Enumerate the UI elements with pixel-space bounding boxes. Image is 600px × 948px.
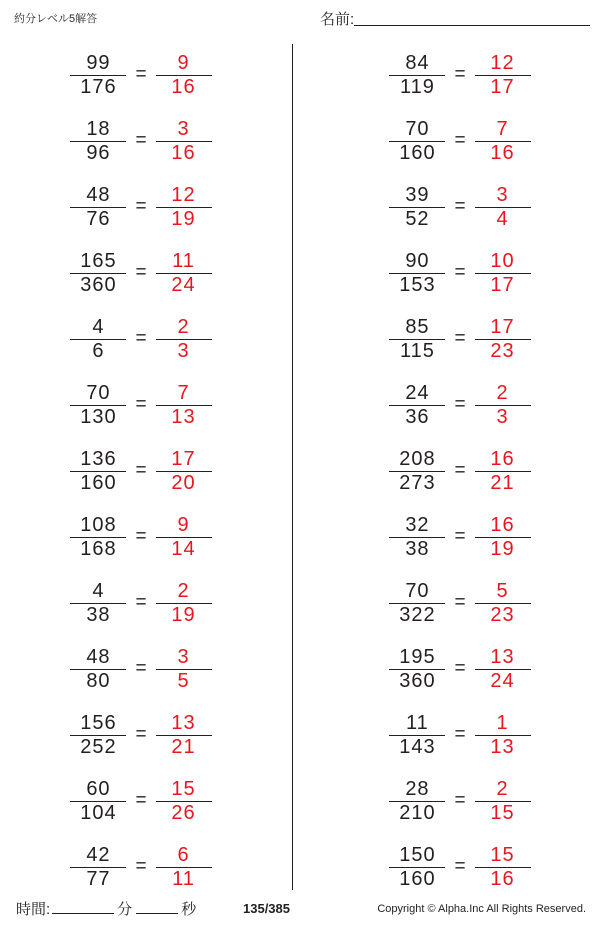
time-label: 時間: [16,901,51,918]
answer-denominator: 21 [490,471,515,494]
question-numerator: 60 [86,777,111,800]
question-fraction [70,448,126,495]
problem-row [300,834,600,900]
problem-row [0,570,300,636]
question-numerator: 48 [86,183,111,206]
answer-denominator: 24 [490,669,515,692]
answer-fraction [156,52,212,99]
answer-fraction [475,316,531,363]
page-number: 135/385 [243,901,290,916]
question-fraction [70,844,126,891]
question-numerator: 84 [405,51,430,74]
problem-row [300,108,600,174]
answer-numerator: 2 [496,381,509,404]
problem-row [0,174,300,240]
question-denominator: 38 [86,603,111,626]
question-numerator: 150 [399,843,436,866]
question-fraction [70,778,126,825]
question-numerator: 165 [80,249,117,272]
equals-sign: = [454,328,466,349]
answer-denominator: 4 [496,207,509,230]
problem-row [300,372,600,438]
question-numerator: 195 [399,645,436,668]
answer-fraction [156,184,212,231]
answer-numerator: 9 [177,51,190,74]
answer-fraction [156,250,212,297]
copyright-notice: Copyright © Alpha.Inc All Rights Reserved. [377,903,586,915]
answer-denominator: 20 [171,471,196,494]
equals-sign: = [135,658,147,679]
question-denominator: 77 [86,867,111,890]
question-fraction [70,580,126,627]
answer-numerator: 2 [496,777,509,800]
question-numerator: 32 [405,513,430,536]
answer-fraction [156,316,212,363]
question-denominator: 96 [86,141,111,164]
answer-numerator: 12 [171,183,196,206]
name-label: 名前: [320,11,355,28]
question-denominator: 104 [80,801,117,824]
question-numerator: 99 [86,51,111,74]
question-denominator: 52 [405,207,430,230]
answer-fraction [156,844,212,891]
problem-row [0,372,300,438]
equals-sign: = [454,394,466,415]
question-fraction [389,250,445,297]
equals-sign: = [135,724,147,745]
problem-row [0,636,300,702]
problem-row [0,240,300,306]
answer-fraction [475,844,531,891]
question-numerator: 70 [405,117,430,140]
question-numerator: 4 [92,579,105,602]
answer-denominator: 16 [490,141,515,164]
answer-denominator: 5 [177,669,190,692]
question-numerator: 42 [86,843,111,866]
problem-row [0,834,300,900]
question-fraction [389,778,445,825]
name-field-area [320,8,590,29]
page-title: 約分レベル5解答 [14,13,98,25]
equals-sign: = [454,856,466,877]
answer-denominator: 3 [177,339,190,362]
answer-fraction [475,382,531,429]
question-fraction [70,514,126,561]
answer-denominator: 19 [490,537,515,560]
question-numerator: 48 [86,645,111,668]
equals-sign: = [454,526,466,547]
answer-fraction [475,52,531,99]
answer-numerator: 11 [172,249,195,272]
answer-fraction [475,118,531,165]
question-numerator: 18 [86,117,111,140]
question-numerator: 156 [80,711,117,734]
answer-fraction [475,448,531,495]
equals-sign: = [454,460,466,481]
question-numerator: 11 [406,711,429,734]
problem-row [0,42,300,108]
minutes-unit-label: 分 [117,901,133,918]
seconds-unit-label: 秒 [181,901,197,918]
answer-numerator: 13 [171,711,196,734]
equals-sign: = [135,130,147,151]
answer-fraction [156,382,212,429]
question-numerator: 208 [399,447,436,470]
problem-row [0,504,300,570]
question-denominator: 6 [92,339,105,362]
question-denominator: 38 [405,537,430,560]
equals-sign: = [135,526,147,547]
problem-row [300,636,600,702]
equals-sign: = [135,196,147,217]
problem-row [0,438,300,504]
question-denominator: 115 [399,339,435,362]
question-numerator: 70 [405,579,430,602]
answer-numerator: 3 [496,183,509,206]
answer-denominator: 23 [490,603,515,626]
question-fraction [389,514,445,561]
question-fraction [389,448,445,495]
equals-sign: = [454,790,466,811]
answer-denominator: 3 [496,405,509,428]
question-fraction [70,712,126,759]
answer-numerator: 15 [171,777,196,800]
question-denominator: 76 [86,207,111,230]
question-fraction [70,250,126,297]
answer-denominator: 16 [171,141,196,164]
equals-sign: = [454,592,466,613]
question-fraction [389,580,445,627]
minutes-input-line[interactable] [52,898,114,914]
answer-numerator: 7 [496,117,509,140]
answer-denominator: 19 [171,207,196,230]
question-numerator: 70 [86,381,111,404]
answer-denominator: 15 [490,801,515,824]
problem-row [300,438,600,504]
answer-numerator: 7 [177,381,190,404]
equals-sign: = [135,790,147,811]
page-footer [0,898,600,938]
answer-numerator: 13 [490,645,515,668]
question-denominator: 176 [80,75,117,98]
answer-numerator: 17 [171,447,196,470]
answer-numerator: 15 [490,843,515,866]
answer-fraction [475,184,531,231]
answer-fraction [475,514,531,561]
equals-sign: = [454,658,466,679]
question-fraction [70,316,126,363]
answer-denominator: 14 [171,537,196,560]
question-fraction [70,646,126,693]
answer-fraction [156,712,212,759]
problem-row [300,768,600,834]
equals-sign: = [454,130,466,151]
answer-denominator: 21 [171,735,196,758]
problem-row [0,306,300,372]
question-denominator: 322 [399,603,436,626]
question-fraction [389,52,445,99]
answer-fraction [156,448,212,495]
question-numerator: 4 [92,315,105,338]
equals-sign: = [454,196,466,217]
question-fraction [389,712,445,759]
page-header [0,8,600,36]
equals-sign: = [135,64,147,85]
question-denominator: 36 [405,405,430,428]
question-denominator: 119 [399,75,435,98]
time-record-area [16,898,200,919]
problem-row [300,174,600,240]
answer-denominator: 16 [490,867,515,890]
answer-denominator: 13 [490,735,515,758]
equals-sign: = [135,394,147,415]
answer-numerator: 17 [490,315,515,338]
answer-numerator: 3 [177,117,190,140]
answer-fraction [475,646,531,693]
right-column [300,42,600,900]
answer-numerator: 3 [177,645,190,668]
problem-row [0,768,300,834]
equals-sign: = [454,724,466,745]
question-fraction [70,382,126,429]
answer-numerator: 2 [177,579,190,602]
answer-numerator: 6 [177,843,190,866]
answer-fraction [156,778,212,825]
question-denominator: 360 [80,273,117,296]
problem-row [0,702,300,768]
question-denominator: 153 [399,273,436,296]
answer-fraction [475,712,531,759]
answer-fraction [475,250,531,297]
answer-denominator: 17 [490,273,515,296]
question-fraction [389,316,445,363]
question-denominator: 210 [399,801,436,824]
question-numerator: 108 [80,513,117,536]
answer-fraction [156,580,212,627]
question-denominator: 143 [399,735,436,758]
question-fraction [70,118,126,165]
answer-numerator: 16 [490,513,515,536]
equals-sign: = [135,328,147,349]
equals-sign: = [135,856,147,877]
question-fraction [389,118,445,165]
answer-denominator: 13 [171,405,196,428]
question-numerator: 39 [405,183,430,206]
seconds-input-line[interactable] [136,898,178,914]
answer-numerator: 10 [490,249,515,272]
answer-fraction [156,118,212,165]
answer-numerator: 16 [490,447,515,470]
problem-row [300,504,600,570]
question-fraction [70,52,126,99]
question-denominator: 273 [399,471,436,494]
equals-sign: = [454,64,466,85]
question-denominator: 360 [399,669,436,692]
question-denominator: 160 [399,867,436,890]
question-denominator: 168 [80,537,117,560]
answer-fraction [475,580,531,627]
question-numerator: 136 [80,447,117,470]
answer-denominator: 26 [171,801,196,824]
question-denominator: 130 [80,405,117,428]
answer-denominator: 19 [171,603,196,626]
question-fraction [389,844,445,891]
answer-numerator: 5 [496,579,509,602]
problem-columns [0,42,600,900]
question-numerator: 85 [405,315,430,338]
answer-fraction [156,646,212,693]
answer-numerator: 1 [496,711,509,734]
problem-row [300,240,600,306]
answer-fraction [475,778,531,825]
problem-row [300,42,600,108]
answer-numerator: 2 [177,315,190,338]
question-fraction [70,184,126,231]
question-fraction [389,382,445,429]
answer-denominator: 11 [172,867,195,890]
question-fraction [389,184,445,231]
question-denominator: 160 [80,471,117,494]
name-input-line[interactable] [354,25,590,26]
problem-row [0,108,300,174]
left-column [0,42,300,900]
question-denominator: 80 [86,669,111,692]
answer-denominator: 16 [171,75,196,98]
problem-row [300,306,600,372]
equals-sign: = [454,262,466,283]
answer-denominator: 23 [490,339,515,362]
answer-numerator: 9 [177,513,190,536]
answer-denominator: 24 [171,273,196,296]
answer-numerator: 12 [490,51,515,74]
equals-sign: = [135,460,147,481]
equals-sign: = [135,592,147,613]
question-numerator: 90 [405,249,430,272]
equals-sign: = [135,262,147,283]
problem-row [300,702,600,768]
answer-fraction [156,514,212,561]
question-denominator: 160 [399,141,436,164]
answer-denominator: 17 [490,75,515,98]
problem-row [300,570,600,636]
question-fraction [389,646,445,693]
question-denominator: 252 [80,735,117,758]
question-numerator: 28 [405,777,430,800]
question-numerator: 24 [405,381,430,404]
